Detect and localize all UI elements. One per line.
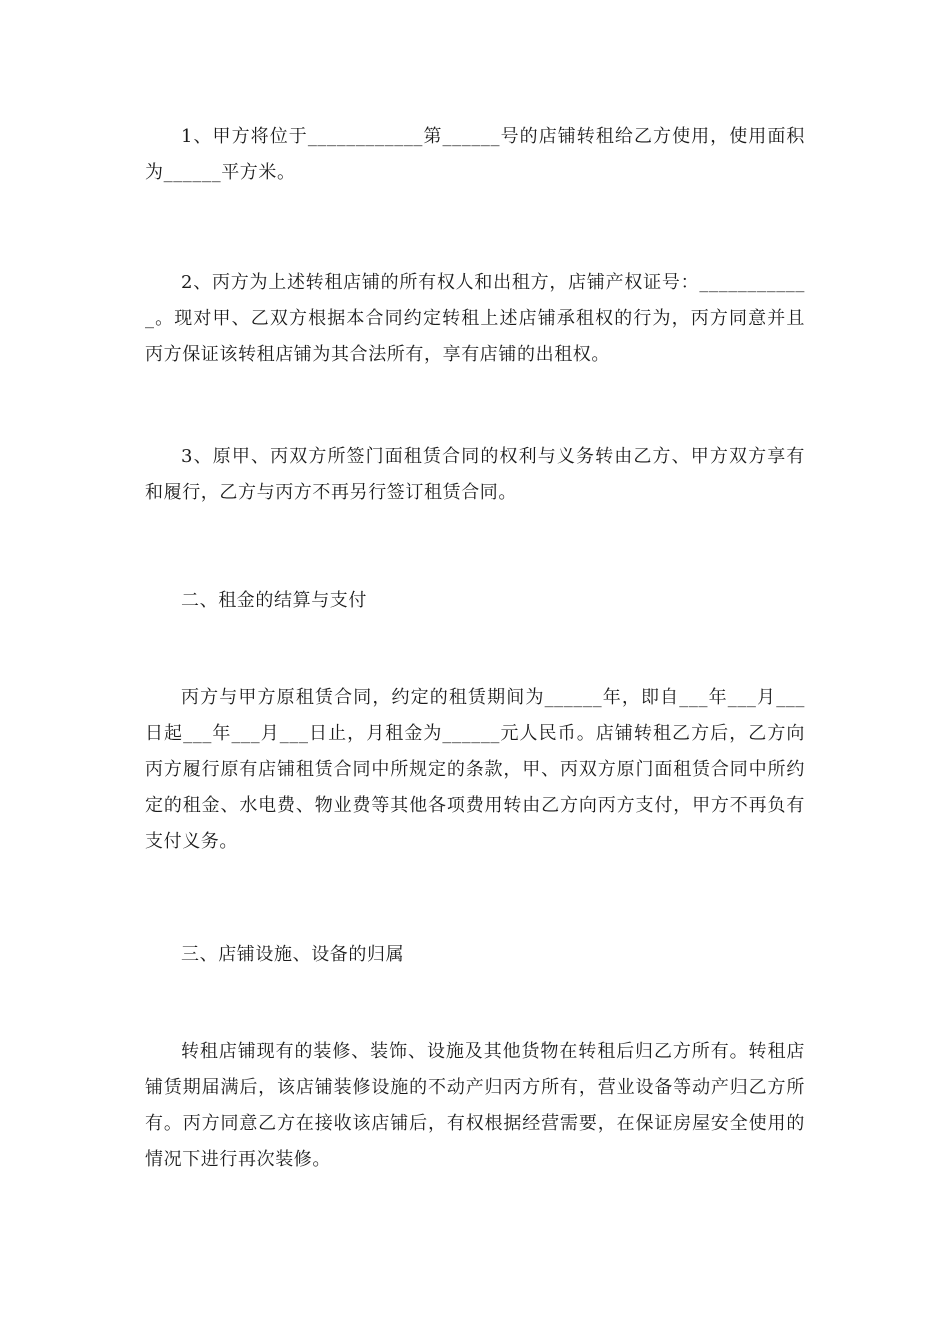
section-heading-facilities: 三、店铺设施、设备的归属 [181,944,405,965]
facilities-paragraph: 转租店铺现有的装修、装饰、设施及其他货物在转租后归乙方所有。转租店铺赁期届满后，该店铺装修设施的不动产归丙方所有，营业设备等动产归乙方所有。丙方同意乙方在接收该店铺后，有权根据经营需要，在保证房屋安全使用的情况下进行再次装修。 [145,1041,805,1170]
clause-2-paragraph: 2、丙方为上述转租店铺的所有权人和出租方，店铺产权证号：____________。现对甲、乙双方根据本合同约定转租上述店铺承租权的行为，丙方同意并且丙方保证该转租店铺为其合法所有，享有店铺的出租权。 [145,272,805,365]
section-heading-rent: 二、租金的结算与支付 [181,590,367,611]
clause-1-paragraph: 1、甲方将位于____________第______号的店铺转租给乙方使用，使用面积为______平方米。 [145,126,805,183]
rent-paragraph: 丙方与甲方原租赁合同，约定的租赁期间为______年，即自___年___月___日起___年___月___日止，月租金为______元人民币。店铺转租乙方后，乙方向丙方履行原有店铺租赁合同中所规定的条款，甲、丙双方原门面租赁合同中所约定的租金、水电费、物业费等其他各项费用转由乙方向丙方支付，甲方不再负有支付义务。 [145,687,805,852]
clause-3-paragraph: 3、原甲、丙双方所签门面租赁合同的权利与义务转由乙方、甲方双方享有和履行，乙方与丙方不再另行签订租赁合同。 [145,446,805,503]
